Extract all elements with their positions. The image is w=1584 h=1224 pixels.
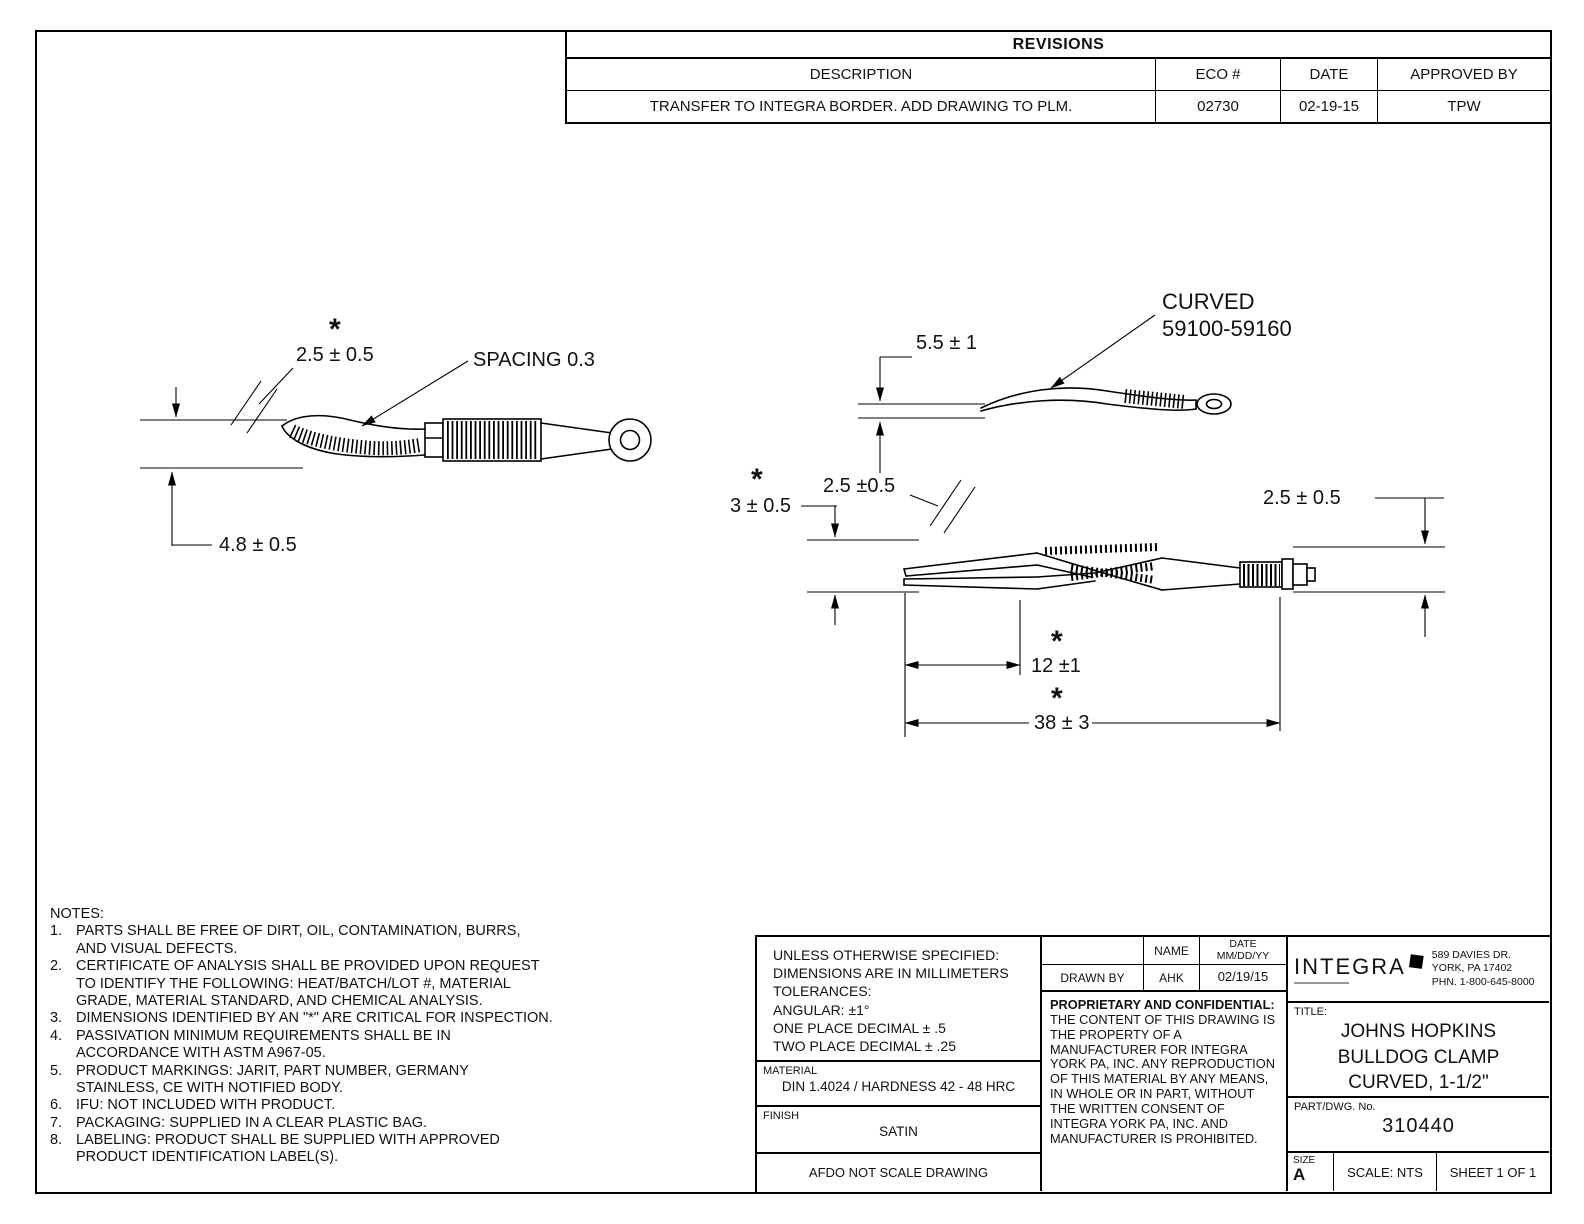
clamp-joint xyxy=(425,423,443,457)
note-item xyxy=(50,1063,575,1098)
size-scale-sheet-row xyxy=(1288,1153,1549,1191)
note-item xyxy=(50,1115,575,1132)
signoff-header-row xyxy=(1042,937,1288,965)
col-date: DATE xyxy=(1280,59,1377,90)
note-text: PACKAGING: SUPPLIED IN A CLEAR PLASTIC BAG. xyxy=(76,1114,428,1131)
revisions-title: REVISIONS xyxy=(567,32,1550,59)
note-number: 4. xyxy=(50,1027,63,1044)
revision-date: 02-19-15 xyxy=(1280,91,1377,122)
tolerances-cell xyxy=(757,937,1042,1062)
handle-ring-outer xyxy=(609,419,651,461)
integra-tagline-mark xyxy=(1294,982,1349,984)
proprietary-cell xyxy=(1042,992,1288,1191)
title-line: JOHNS HOPKINS xyxy=(1340,1021,1497,1042)
company-cell xyxy=(1288,937,1549,1003)
note-item xyxy=(50,958,575,1010)
integra-logo-text: INTEGRA xyxy=(1294,954,1406,979)
material-cell xyxy=(757,1062,1042,1107)
tolerance-line: ONE PLACE DECIMAL ± .5 xyxy=(773,1019,946,1036)
col-eco: ECO # xyxy=(1155,59,1280,90)
bottom-right-clamp-view xyxy=(730,463,1445,737)
note-text: IFU: NOT INCLUDED WITH PRODUCT. xyxy=(76,1097,336,1114)
notes-title: NOTES: xyxy=(50,906,104,922)
date-header xyxy=(1200,937,1286,965)
signoff-blank xyxy=(1042,937,1144,965)
curved-label-line1: CURVED xyxy=(1162,289,1255,314)
technical-drawing-canvas xyxy=(35,125,1552,935)
revision-eco: 02730 xyxy=(1155,91,1280,122)
dim-5-5: 5.5 ± 1 xyxy=(916,332,978,354)
note-number: 7. xyxy=(50,1114,63,1131)
note-text: LABELING: PRODUCT SHALL BE SUPPLIED WITH APPROVED PRODUCT IDENTIFICATION LABEL(S). xyxy=(76,1132,500,1166)
note-item xyxy=(50,1028,575,1063)
dim-2-5-right: 2.5 ± 0.5 xyxy=(1263,487,1341,509)
company-address xyxy=(1432,949,1535,990)
no-scale-cell xyxy=(757,1154,1042,1191)
dim-4-8: 4.8 ± 0.5 xyxy=(219,534,297,556)
address-line: YORK, PA 17402 xyxy=(1431,962,1513,975)
no-scale-text: AFDO NOT SCALE DRAWING xyxy=(808,1165,989,1180)
part-number-value: 310440 xyxy=(1382,1115,1455,1137)
profile-ring-outer xyxy=(1197,394,1231,414)
dim-12: 12 ±1 xyxy=(1031,655,1081,677)
top-right-clamp-view xyxy=(858,289,1292,473)
finish-label: FINISH xyxy=(763,1110,800,1122)
critical-star: * xyxy=(1051,625,1063,658)
note-text: PRODUCT MARKINGS: JARIT, PART NUMBER, GERMANY STAINLESS, CE WITH NOTIFIED BODY. xyxy=(76,1062,469,1096)
note-number: 1. xyxy=(50,923,63,940)
col-approved-by: APPROVED BY xyxy=(1377,59,1550,90)
note-number: 6. xyxy=(50,1097,63,1114)
notes-section xyxy=(50,906,575,1167)
curved-label-line2: 59100-59160 xyxy=(1162,316,1292,341)
size-value: A xyxy=(1293,1165,1306,1184)
address-line: 589 DAVIES DR. xyxy=(1431,948,1511,961)
scale-cell: SCALE: NTS xyxy=(1334,1153,1437,1191)
tolerance-line: ANGULAR: ±1° xyxy=(773,1001,870,1018)
drawn-by-row xyxy=(1042,965,1288,992)
note-number: 2. xyxy=(50,958,63,975)
drawn-by-name: AHK xyxy=(1144,965,1200,990)
address-line: PHN. 1-800-645-8000 xyxy=(1431,975,1535,988)
material-label: MATERIAL xyxy=(763,1065,818,1077)
name-header: NAME xyxy=(1144,937,1200,965)
drawn-by-date: 02/19/15 xyxy=(1217,969,1269,985)
critical-star: * xyxy=(1051,682,1063,715)
left-clamp-view xyxy=(140,313,651,556)
title-line: BULLDOG CLAMP xyxy=(1337,1046,1500,1068)
revisions-header-row xyxy=(567,59,1550,91)
note-text: PARTS SHALL BE FREE OF DIRT, OIL, CONTAMINATION, BURRS, AND VISUAL DEFECTS. xyxy=(76,923,521,957)
revisions-table xyxy=(565,30,1552,124)
size-label: SIZE xyxy=(1293,1155,1316,1166)
note-item xyxy=(50,923,575,958)
note-item xyxy=(50,1097,575,1114)
proprietary-heading: PROPRIETARY AND CONFIDENTIAL: xyxy=(1050,997,1275,1012)
date-header-text: DATE xyxy=(1229,937,1257,950)
proprietary-body: THE CONTENT OF THIS DRAWING IS THE PROPERTY OF A MANUFACTURER FOR INTEGRA YORK PA, INC. ANY REPRODUCTION OF THIS MATERIAL BY ANY MEANS, IN WHOLE OR IN PART, WITHOUT THE WRITTEN CONSENT OF INTEGRA YORK PA, INC. AND MANUFACTURER IS PROHIBITED. xyxy=(1050,1011,1276,1146)
critical-star: * xyxy=(329,313,341,346)
spacing-label: SPACING 0.3 xyxy=(473,349,595,371)
integra-flag-icon xyxy=(1409,954,1424,969)
note-item xyxy=(50,1010,575,1027)
dim-2-5-tip: 2.5 ± 0.5 xyxy=(296,344,374,366)
col-description: DESCRIPTION xyxy=(809,66,913,83)
drawing-title xyxy=(1288,1019,1549,1096)
title-line: CURVED, 1-1/2" xyxy=(1348,1072,1489,1094)
title-block xyxy=(755,935,1552,1194)
tolerance-line: UNLESS OTHERWISE SPECIFIED: xyxy=(773,947,1000,963)
tolerance-line: TOLERANCES: xyxy=(773,983,872,1000)
sheet-cell: SHEET 1 OF 1 xyxy=(1449,1164,1537,1180)
integra-logo xyxy=(1294,954,1422,984)
note-text: DIMENSIONS IDENTIFIED BY AN "*" ARE CRITICAL FOR INSPECTION. xyxy=(76,1010,553,1027)
note-number: 5. xyxy=(50,1062,63,1079)
material-value: DIN 1.4024 / HARDNESS 42 - 48 HRC xyxy=(781,1079,1016,1094)
size-cell xyxy=(1288,1153,1334,1191)
title-cell xyxy=(1288,1003,1549,1098)
finish-cell xyxy=(757,1107,1042,1154)
finish-value: SATIN xyxy=(879,1124,918,1139)
dim-2-5-tip: 2.5 ±0.5 xyxy=(823,475,896,497)
serration-top xyxy=(1045,547,1157,551)
note-item xyxy=(50,1132,575,1167)
revision-description: TRANSFER TO INTEGRA BORDER. ADD DRAWING TO PLM. xyxy=(649,98,1073,115)
revision-approved: TPW xyxy=(1377,91,1550,122)
note-text: CERTIFICATE OF ANALYSIS SHALL BE PROVIDED UPON REQUEST TO IDENTIFY THE FOLLOWING: HEAT/BATCH/LOT #, MATERIAL GRADE, MATERIAL STANDARD, AND CHEMICAL ANALYSIS. xyxy=(76,958,540,1009)
tolerance-line: DIMENSIONS ARE IN MILLIMETERS xyxy=(773,965,1009,982)
tolerance-line: TWO PLACE DECIMAL ± .25 xyxy=(773,1037,956,1054)
date-format-text: MM/DD/YY xyxy=(1216,949,1270,962)
dim-3: 3 ± 0.5 xyxy=(730,495,792,517)
jaw-texture xyxy=(292,431,421,448)
dim-38: 38 ± 3 xyxy=(1034,712,1090,734)
part-number-label: PART/DWG. No. xyxy=(1294,1101,1376,1113)
critical-star: * xyxy=(751,463,763,496)
note-number: 3. xyxy=(50,1010,63,1027)
note-number: 8. xyxy=(50,1132,63,1149)
drawn-by-label: DRAWN BY xyxy=(1042,965,1144,990)
revision-row xyxy=(567,91,1550,122)
note-text: PASSIVATION MINIMUM REQUIREMENTS SHALL BE IN ACCORDANCE WITH ASTM A967-05. xyxy=(76,1027,451,1062)
part-number-cell xyxy=(1288,1098,1549,1153)
title-label: TITLE: xyxy=(1294,1006,1328,1018)
